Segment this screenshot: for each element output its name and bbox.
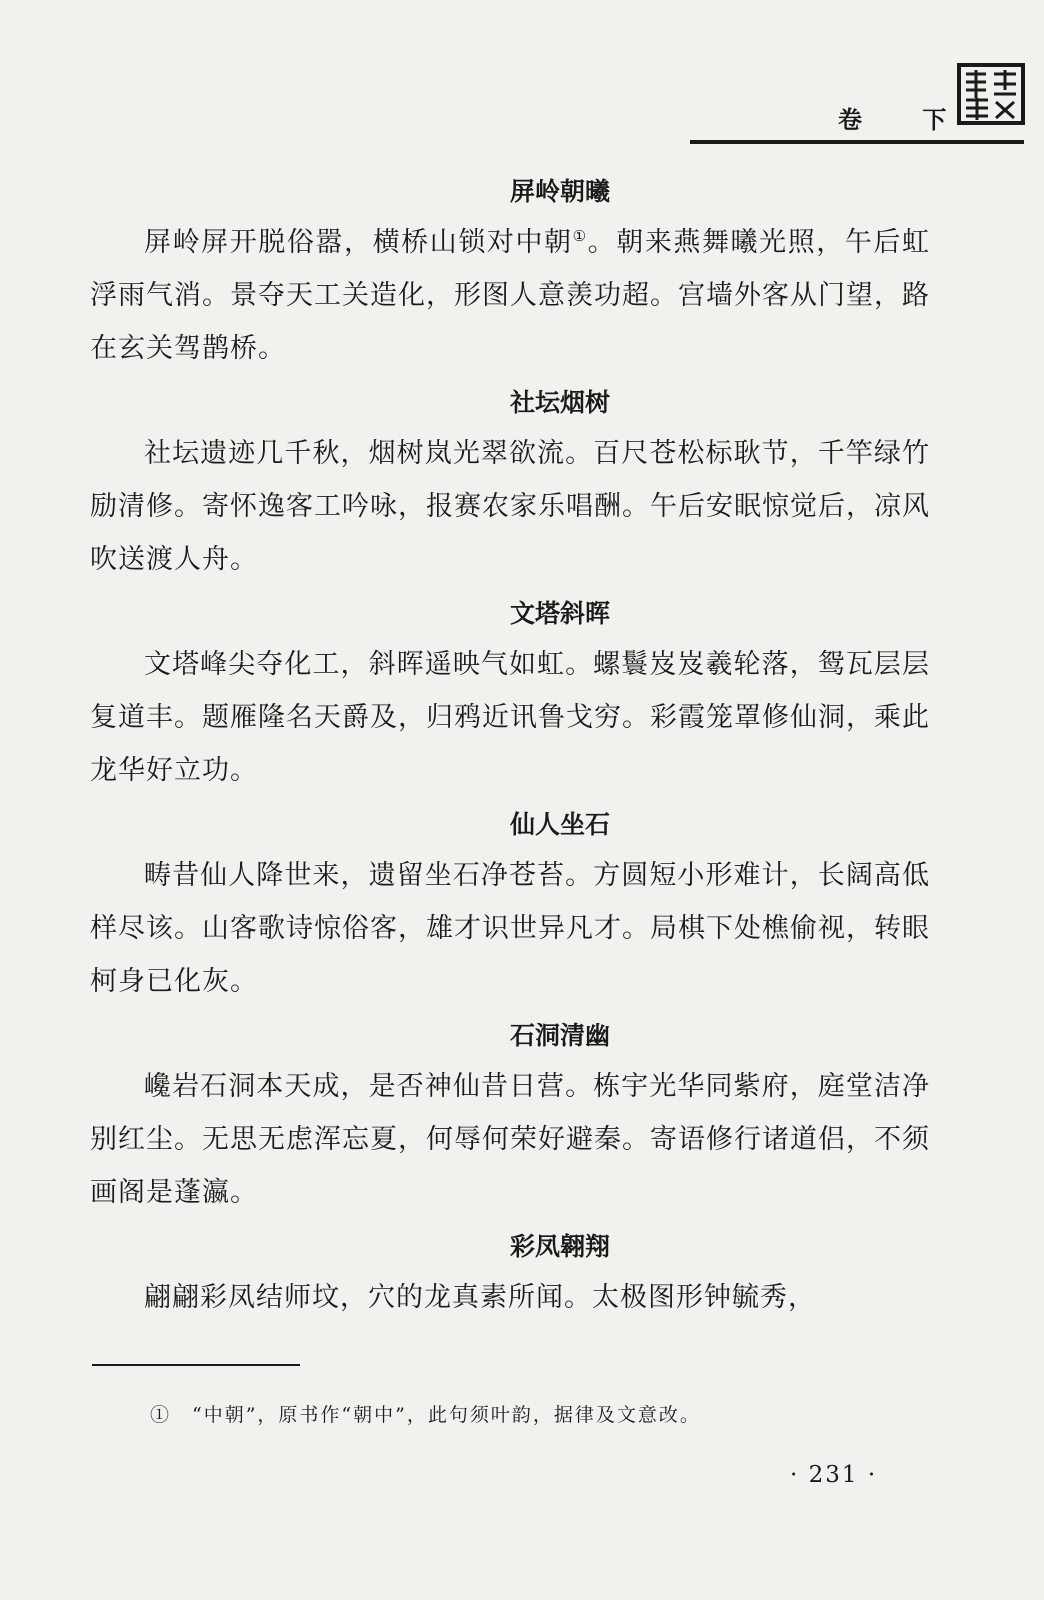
poem-text: 文塔峰尖夺化工，斜晖遥映气如虹。螺鬟岌岌羲轮落，鸳瓦层层复道丰。题雁隆名天爵及，归鸦近讯鲁戈穷。彩霞笼罩修仙洞，乘此龙华好立功。 [90,649,930,786]
poem-title: 彩凤翱翔 [509,1232,610,1261]
poem-section [90,801,930,1008]
poem-title: 文塔斜晖 [509,599,610,628]
poem-title: 仙人坐石 [509,810,610,839]
poem-title: 石洞清幽 [509,1021,610,1050]
poem-text-part: 屏岭屏开脱俗嚣，横桥山锁对中朝 [144,227,573,258]
poem-section [90,1012,930,1219]
poem-text: 翩翩彩凤结师坟，穴的龙真素所闻。太极图形钟毓秀， [144,1282,816,1313]
poem-section [90,1223,930,1324]
poem-list [90,168,930,1328]
poem-section [90,379,930,586]
poem-text: 巉岩石洞本天成，是否神仙昔日营。栋宇光华同紫府，庭堂洁净别红尘。无思无虑浑忘夏，何辱何荣好避秦。寄语修行诸道侣，不须画阁是蓬瀛。 [90,1071,930,1208]
running-header: 卷 下 [838,106,973,134]
poem-text: 畴昔仙人降世来，遗留坐石净苍苔。方圆短小形难计，长阔高低样尽该。山客歌诗惊俗客，雄才识世异凡才。局棋下处樵偷视，转眼柯身已化灰。 [90,860,930,997]
poem-text [90,216,930,375]
poem-title: 社坛烟树 [509,388,610,417]
poem-title: 屏岭朝曦 [509,177,610,206]
poem-text-part: 。朝来燕舞曦光照，午后虹浮雨气消。景夺天工关造化，形图人意羡功超。宫墙外客从门望，路在玄关驾鹊桥。 [90,227,931,364]
header-rule [690,140,1024,144]
poem-text: 社坛遗迹几千秋，烟树岚光翠欲流。百尺苍松标耿节，千竿绿竹励清修。寄怀逸客工吟咏，报赛农家乐唱酬。午后安眠惊觉后，凉风吹送渡人舟。 [90,438,930,575]
seal-stamp-icon [956,62,1026,126]
footnote-rule [92,1364,300,1366]
footnote-marker: ① [572,227,588,245]
poem-section [90,168,930,375]
page-number: · 231 · [790,1462,878,1488]
footnote: ① “中朝”，原书作“朝中”，此句须叶韵，据律及文意改。 [150,1404,701,1426]
poem-section [90,590,930,797]
